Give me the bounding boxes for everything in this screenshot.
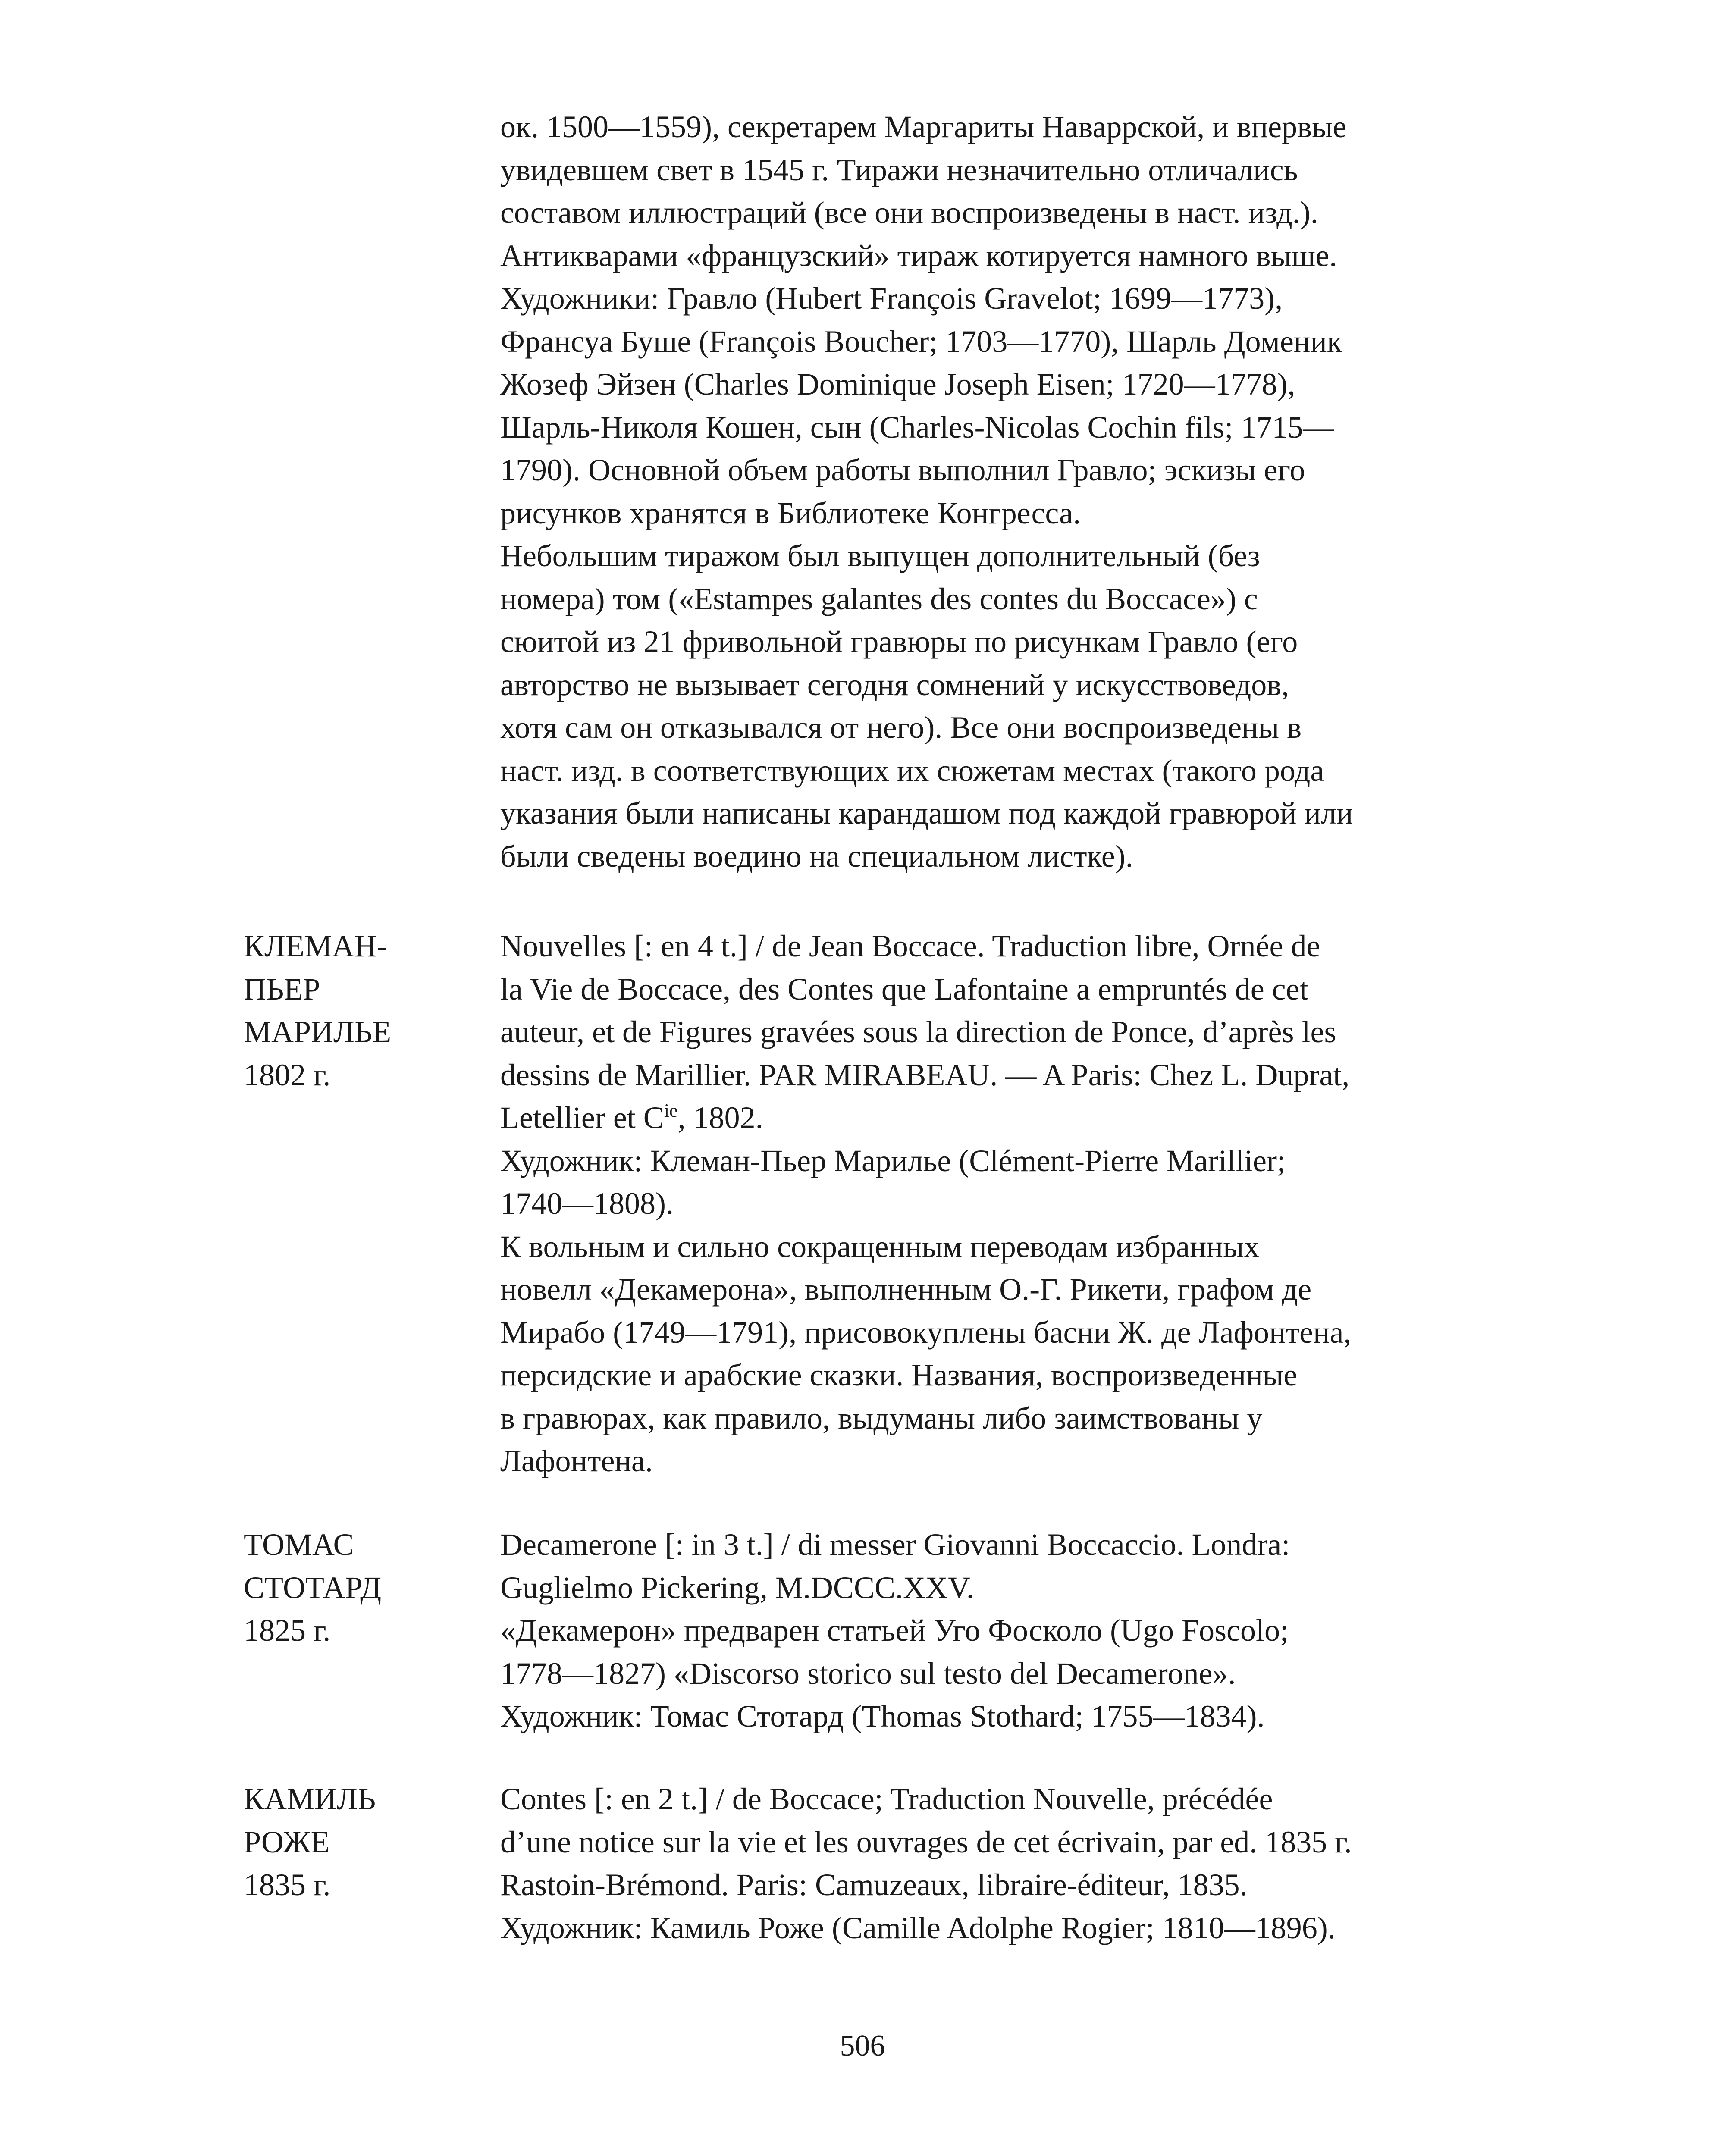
label-line: 1825 г. bbox=[244, 1613, 331, 1648]
text-line: Небольшим тиражом был выпущен дополнительный (без bbox=[500, 539, 1260, 573]
label-line: СТОТАРД bbox=[244, 1570, 382, 1605]
text-line: auteur, et de Figures gravées sous la direction de Ponce, d’après les bbox=[500, 1015, 1336, 1049]
text-line: Мирабо (1749—1791), присовокуплены басни Ж. де Лафонтена, bbox=[500, 1315, 1352, 1350]
imprint-superscript: ie bbox=[664, 1100, 678, 1121]
text-line: были сведены воедино на специальном листке). bbox=[500, 839, 1133, 874]
imprint-line bbox=[500, 1097, 1527, 1140]
intro-paragraph bbox=[500, 106, 1527, 878]
text-line: авторство не вызывает сегодня сомнений у искусствоведов, bbox=[500, 667, 1289, 702]
imprint-text: , 1802. bbox=[677, 1100, 763, 1135]
label-line: МАРИЛЬЕ bbox=[244, 1015, 392, 1049]
label-line: ПЬЕР bbox=[244, 971, 320, 1006]
label-line: РОЖЕ bbox=[244, 1824, 330, 1859]
text-line: увидевшем свет в 1545 г. Тиражи незначительно отличались bbox=[500, 152, 1298, 187]
text-line: Contes [: en 2 t.] / de Boccace; Traduction Nouvelle, précédée bbox=[500, 1782, 1273, 1816]
text-line: Decamerone [: in 3 t.] / di messer Giovanni Boccaccio. Londra: bbox=[500, 1527, 1290, 1562]
text-line: Художники: Гравло (Hubert François Gravelot; 1699—1773), bbox=[500, 281, 1283, 316]
text-line: 1790). Основной объем работы выполнил Гравло; эскизы его bbox=[500, 453, 1305, 487]
text-line: номера) том («Estampes galantes des contes du Boccace») с bbox=[500, 581, 1258, 616]
text-line: 1740—1808). bbox=[500, 1186, 674, 1221]
text-line: Художник: Камиль Роже (Camille Adolphe Rogier; 1810—1896). bbox=[500, 1910, 1336, 1945]
text-line: новелл «Декамерона», выполненным О.-Г. Рикети, графом де bbox=[500, 1272, 1312, 1307]
text-line: рисунков хранятся в Библиотеке Конгресса. bbox=[500, 495, 1081, 530]
text-line: la Vie de Boccace, des Contes que Lafontaine a empruntés de cet bbox=[500, 971, 1308, 1006]
text-line: Художник: Клеман-Пьер Марилье (Clément-Pierre Marillier; bbox=[500, 1143, 1286, 1178]
text-line: Жозеф Эйзен (Charles Dominique Joseph Eisen; 1720—1778), bbox=[500, 367, 1295, 401]
text-line: Антикварами «французский» тираж котируется намного выше. bbox=[500, 238, 1337, 273]
text-line: К вольным и сильно сокращенным переводам избранных bbox=[500, 1229, 1260, 1264]
entry-body bbox=[500, 1523, 1527, 1738]
text-line: Франсуа Буше (François Boucher; 1703—1770), Шарль Доменик bbox=[500, 324, 1342, 359]
entry-body bbox=[500, 1778, 1527, 1949]
label-line: КАМИЛЬ bbox=[244, 1782, 376, 1816]
text-line: Лафонтена. bbox=[500, 1444, 653, 1478]
entry-label bbox=[244, 1523, 485, 1652]
text-line: сюитой из 21 фривольной гравюры по рисункам Гравло (его bbox=[500, 624, 1298, 659]
text-line: Nouvelles [: en 4 t.] / de Jean Boccace. Traduction libre, Ornée de bbox=[500, 929, 1320, 963]
label-line: 1802 г. bbox=[244, 1057, 331, 1092]
entry-label bbox=[244, 1778, 485, 1907]
imprint-text: Letellier et C bbox=[500, 1100, 664, 1135]
text-line: Rastoin-Brémond. Paris: Camuzeaux, libraire-éditeur, 1835. bbox=[500, 1868, 1248, 1902]
entry-label bbox=[244, 925, 485, 1097]
text-line: ок. 1500—1559), секретарем Маргариты Наваррской, и впервые bbox=[500, 110, 1347, 144]
label-line: КЛЕМАН- bbox=[244, 929, 387, 963]
text-line: наст. изд. в соответствующих их сюжетам местах (такого рода bbox=[500, 753, 1324, 788]
label-line: 1835 г. bbox=[244, 1868, 331, 1902]
label-line: ТОМАС bbox=[244, 1527, 354, 1562]
text-line: dessins de Marillier. PAR MIRABEAU. — A Paris: Chez L. Duprat, bbox=[500, 1057, 1350, 1092]
page-number: 506 bbox=[840, 2029, 885, 2062]
text-line: Художник: Томас Стотард (Thomas Stothard; 1755—1834). bbox=[500, 1699, 1265, 1733]
entry-body bbox=[500, 925, 1527, 1483]
text-line: «Декамерон» предварен статьей Уго Фосколо (Ugo Foscolo; bbox=[500, 1613, 1289, 1648]
text-line: в гравюрах, как правило, выдуманы либо заимствованы у bbox=[500, 1401, 1263, 1435]
text-line: 1778—1827) «Discorso storico sul testo del Decamerone». bbox=[500, 1656, 1236, 1691]
text-line: персидские и арабские сказки. Названия, воспроизведенные bbox=[500, 1358, 1298, 1392]
text-line: Guglielmo Pickering, M.DCCC.XXV. bbox=[500, 1570, 974, 1605]
text-line: d’une notice sur la vie et les ouvrages de cet écrivain, par ed. 1835 г. bbox=[500, 1824, 1352, 1859]
text-line: указания были написаны карандашом под каждой гравюрой или bbox=[500, 796, 1353, 830]
text-line: Шарль-Николя Кошен, сын (Charles-Nicolas Cochin fils; 1715— bbox=[500, 410, 1334, 445]
text-line: хотя сам он отказывался от него). Все они воспроизведены в bbox=[500, 710, 1302, 745]
text-line: составом иллюстраций (все они воспроизведены в наст. изд.). bbox=[500, 195, 1318, 230]
